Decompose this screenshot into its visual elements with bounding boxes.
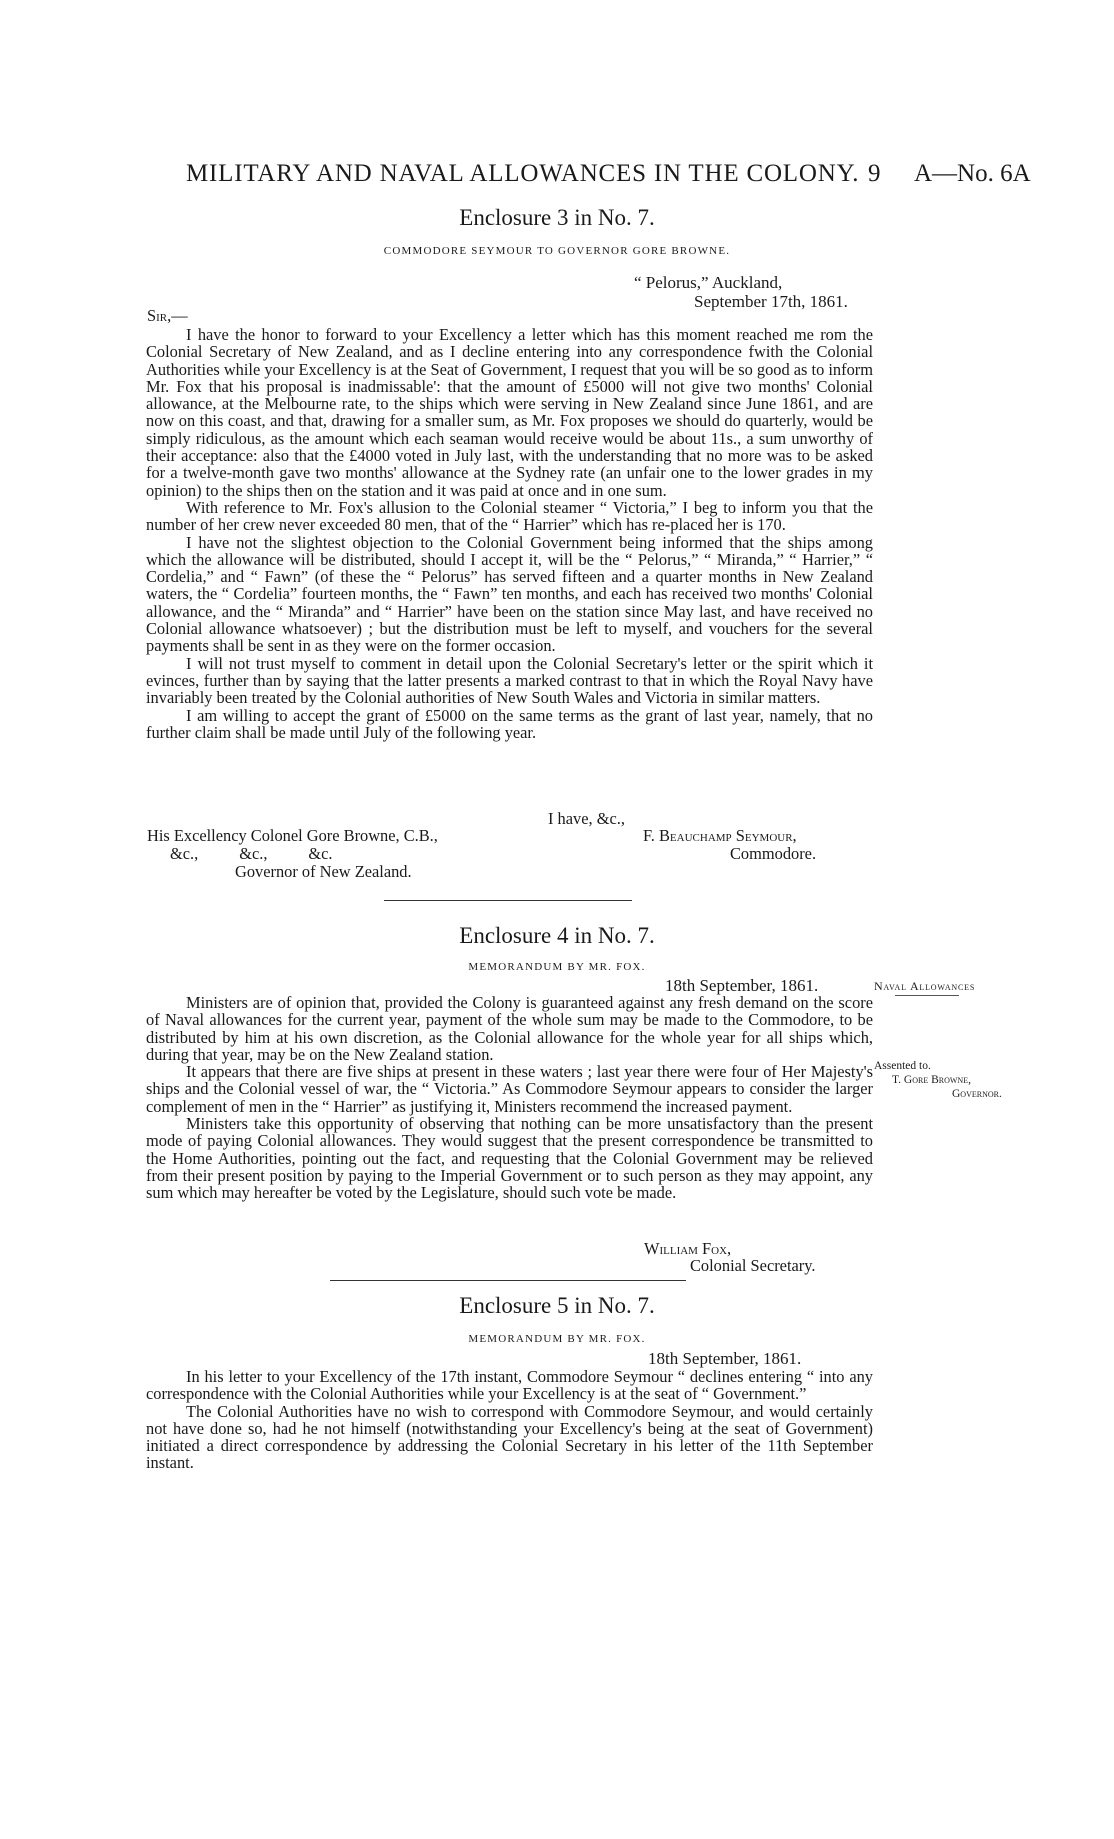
- enclosure-4-heading: MEMORANDUM BY MR. FOX.: [468, 961, 646, 973]
- margin-heading: Naval Allowances: [874, 979, 976, 993]
- enclosure-3-date: September 17th, 1861.: [694, 292, 848, 311]
- paragraph: I am willing to accept the grant of £5000 on the same terms as the grant of last year, namely, that no further claim shall be made until July of the following year.: [146, 705, 873, 742]
- margin-note-name: T. Gore Browne,: [892, 1074, 971, 1086]
- paragraph: Ministers are of opinion that, provided the Colony is guaranteed against any fresh demand on the score of Naval allowances for the current year, payment of the whole sum may be made to the Commodore, to be distributed by him at his own discretion, as the Colonial allowance for the whole year for all ships which, during that year, may be on the New Zealand station.: [146, 993, 873, 1064]
- enclosure-5-body: [146, 1368, 873, 1472]
- enclosure-3-title: Enclosure 3 in No. 7.: [459, 205, 655, 230]
- paragraph: The Colonial Authorities have no wish to correspond with Commodore Seymour, and would certainly not have done so, had he not himself (notwithstanding your Excellency's being at the seat of Government) initiated a direct correspondence by addressing the Colonial Secretary in his letter of the 11th September instant.: [146, 1401, 873, 1473]
- paragraph: I have the honor to forward to your Excellency a letter which has this moment reached me rom the Colonial Secretary of New Zealand, and as I decline entering into any correspondence fwith the Colonial Authorities while your Excellency is at the Seat of Government, I request that you will be so good as to inform Mr. Fox that his proposal is inadmissable': that the amount of £5000 will not give two months' Colonial allowance, at the Melbourne rate, to the ships which were serving in New Zealand since June 1861, and are now on this coast, and that, drawing for a smaller sum, as Mr. Fox proposes we should do quarterly, would be simply ridiculous, as the amount which each seaman would receive would be about 11s., a sum unworthy of their acceptance: also that the £4000 voted in July last, with the understanding that no more was to be asked for a twelve-month gave two months' allowance at the Sydney rate (an unfair one to the lower grades in my opinion) to the ships then on the station and it was paid at once and in one sum.: [146, 325, 873, 500]
- paragraph: It appears that there are five ships at present in these waters ; last year there were four of Her Majesty's ships and the Colonial vessel of war, the “ Victoria.” As Commodore Seymour appears to consider the larger complement of men in the “ Harrier” as justifying it, Ministers recommend the increased payment.: [146, 1062, 873, 1116]
- enclosure-3-body: [146, 326, 873, 741]
- enclosure-5-heading: MEMORANDUM BY MR. FOX.: [468, 1333, 646, 1345]
- signature-title-secretary: Colonial Secretary.: [690, 1256, 816, 1275]
- enclosure-4-body: [146, 994, 873, 1202]
- paragraph: I have not the slightest objection to the Colonial Government being informed that the ships among which the allowance will be distributed, should I accept it, will be the “ Pelorus,” “ Miranda,” “ Harrier,” “ Cordelia,” and “ Fawn” (of these the “ Pelorus” has served fifteen and a quarter months in New Zealand waters, the “ Cordelia” fourteen months, the “ Fawn” ten months, and each has received two months' Colonial allowance, and the “ Miranda” and “ Harrier” have been on the station since May last, and have received no Colonial allowance whatsoever) ; but the distribution must be left to myself, and vouchers for the several payments shall be sent in as they were on the former occasion.: [146, 532, 873, 656]
- salutation: Sir,—: [147, 306, 188, 325]
- paragraph: In his letter to your Excellency of the 17th instant, Commodore Seymour “ declines entering “ into any correspondence with the Colonial Authorities while your Excellency is at the seat of “ Government.”: [146, 1367, 873, 1404]
- signature-fox: William Fox,: [644, 1239, 732, 1258]
- signature-seymour: F. Beauchamp Seymour,: [643, 826, 797, 845]
- enclosure-4-date: 18th September, 1861.: [665, 976, 819, 995]
- paragraph: With reference to Mr. Fox's allusion to the Colonial steamer “ Victoria,” I beg to inform you that the number of her crew never exceeded 80 men, that of the “ Harrier” which has re-placed her is 170.: [146, 497, 873, 535]
- signature-title-commodore: Commodore.: [730, 844, 817, 863]
- page-number: 9: [868, 160, 881, 187]
- section-divider: [384, 900, 632, 901]
- closing: I have, &c.,: [548, 809, 625, 828]
- enclosure-4-title: Enclosure 4 in No. 7.: [459, 923, 655, 948]
- enclosure-5-title: Enclosure 5 in No. 7.: [459, 1293, 655, 1318]
- margin-heading-underline: [895, 995, 959, 996]
- paragraph: I will not trust myself to comment in detail upon the Colonial Secretary's letter or the spirit which it evinces, further than by saying that the latter presents a marked contrast to that in which the Royal Navy have invariably been treated by the Colonial authorities of New South Wales and Victoria in similar matters.: [146, 653, 873, 708]
- enclosure-3-place: “ Pelorus,” Auckland,: [634, 273, 783, 292]
- addressee-line-3: Governor of New Zealand.: [235, 862, 412, 881]
- paper-number: A—No. 6A: [914, 160, 1031, 187]
- enclosure-3-heading: COMMODORE SEYMOUR TO GOVERNOR GORE BROWNE.: [383, 245, 731, 257]
- running-title: MILITARY AND NAVAL ALLOWANCES IN THE COLONY.: [186, 160, 860, 187]
- margin-note-title: Governor.: [952, 1088, 1002, 1100]
- enclosure-5-date: 18th September, 1861.: [648, 1349, 802, 1368]
- section-divider: [330, 1280, 686, 1281]
- addressee-line-1: His Excellency Colonel Gore Browne, C.B.,: [147, 826, 438, 845]
- paragraph: Ministers take this opportunity of observing that nothing can be more unsatisfactory than the present mode of paying Colonial allowances. They would suggest that the present correspondence be transmitted to the Home Authorities, pointing out the fact, and requesting that the Colonial Government may be relieved from their present position by paying to the Imperial Government or to such person as they may appoint, any sum which may hereafter be voted by the Legislature, should such vote be made.: [146, 1114, 873, 1203]
- addressee-line-2: &c., &c., &c.: [170, 844, 333, 863]
- margin-note-assented: Assented to.: [874, 1060, 931, 1072]
